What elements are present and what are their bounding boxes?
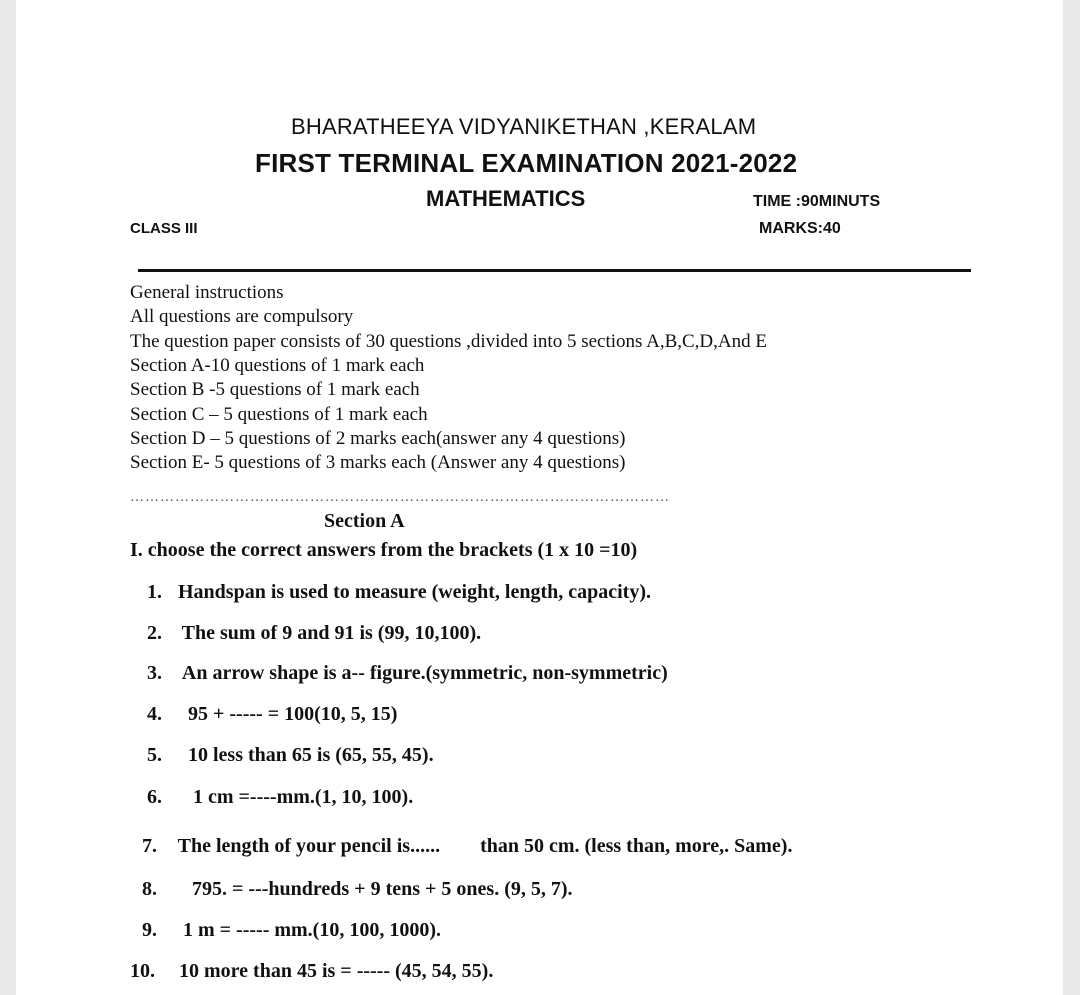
question-item xyxy=(147,786,413,809)
question-text: 10 more than 45 is = ----- (45, 54, 55). xyxy=(179,960,494,982)
question-text: 1 cm =----mm.(1, 10, 100). xyxy=(193,786,414,808)
instruction-line: Section E- 5 questions of 3 marks each (Answer any 4 questions) xyxy=(130,452,626,473)
question-number: 3. xyxy=(147,662,162,684)
question-item xyxy=(147,581,651,604)
header-divider xyxy=(138,269,971,272)
question-number: 2. xyxy=(147,622,162,644)
question-number: 7. xyxy=(142,835,157,857)
question-item xyxy=(142,835,792,858)
question-text: An arrow shape is a-- figure.(symmetric, non-symmetric) xyxy=(181,662,668,684)
marks-label: MARKS:40 xyxy=(759,220,841,237)
question-number: 5. xyxy=(147,744,162,766)
section-title: Section A xyxy=(324,510,405,532)
question-text: The sum of 9 and 91 is (99, 10,100). xyxy=(181,622,482,644)
instruction-line: Section C – 5 questions of 1 mark each xyxy=(130,404,428,425)
question-item xyxy=(147,744,434,767)
question-number: 4. xyxy=(147,703,162,725)
question-heading: I. choose the correct answers from the brackets (1 x 10 =10) xyxy=(130,539,638,561)
question-number: 10. xyxy=(130,960,155,982)
dotted-divider: ……………………………………………………………………………………………… xyxy=(130,490,670,505)
question-item xyxy=(147,703,397,726)
question-item xyxy=(147,662,668,685)
question-number: 9. xyxy=(142,919,157,941)
school-name: BHARATHEEYA VIDYANIKETHAN ,KERALAM xyxy=(291,114,757,139)
instruction-line: General instructions xyxy=(130,282,284,303)
question-item xyxy=(147,622,481,645)
question-number: 1. xyxy=(147,581,162,603)
question-item xyxy=(142,919,441,942)
question-text: 95 + ----- = 100(10, 5, 15) xyxy=(188,703,398,725)
question-text: Handspan is used to measure (weight, length, capacity). xyxy=(178,581,651,603)
question-text: 1 m = ----- mm.(10, 100, 1000). xyxy=(183,919,441,941)
instruction-line: Section D – 5 questions of 2 marks each(answer any 4 questions) xyxy=(130,428,626,449)
time-label: TIME :90MINUTS xyxy=(753,193,881,210)
instruction-line: Section B -5 questions of 1 mark each xyxy=(130,379,420,400)
question-number: 8. xyxy=(142,878,157,900)
exam-title: FIRST TERMINAL EXAMINATION 2021-2022 xyxy=(255,148,798,178)
question-text-continued: than 50 cm. (less than, more,. Same). xyxy=(480,835,793,857)
question-text: 795. = ---hundreds + 9 tens + 5 ones. (9, 5, 7). xyxy=(192,878,573,900)
question-item xyxy=(130,960,493,983)
class-label: CLASS III xyxy=(130,220,198,237)
question-text: The length of your pencil is...... xyxy=(177,835,441,857)
instruction-line: All questions are compulsory xyxy=(130,306,354,327)
subject-title: MATHEMATICS xyxy=(426,186,586,211)
instruction-line: Section A-10 questions of 1 mark each xyxy=(130,355,425,376)
instruction-line: The question paper consists of 30 questions ,divided into 5 sections A,B,C,D,And E xyxy=(130,331,767,352)
question-text: 10 less than 65 is (65, 55, 45). xyxy=(188,744,434,766)
question-number: 6. xyxy=(147,786,162,808)
question-item xyxy=(142,878,573,901)
